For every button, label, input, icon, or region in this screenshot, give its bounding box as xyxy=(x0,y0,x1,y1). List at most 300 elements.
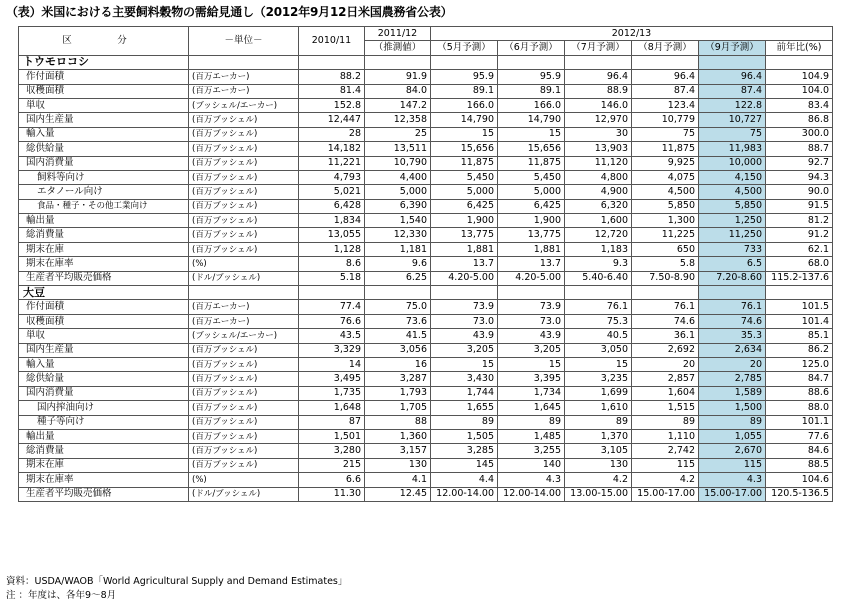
value-cell: 15,656 xyxy=(431,142,498,156)
header-yoy: 前年比(%) xyxy=(766,41,833,55)
value-cell: 1,128 xyxy=(299,242,365,256)
notes xyxy=(6,575,347,603)
value-cell: 146.0 xyxy=(565,98,632,112)
header-2012-top: 2012/13 xyxy=(431,27,833,41)
value-cell: 13.7 xyxy=(498,257,565,271)
value-cell: 1,881 xyxy=(431,242,498,256)
value-cell: 1,900 xyxy=(498,214,565,228)
value-cell: 104.6 xyxy=(766,473,833,487)
row-label-text: 食品・種子・その他工業向け xyxy=(37,201,148,212)
value-cell: 11,250 xyxy=(699,228,766,242)
header-forecast-aug: （8月予測） xyxy=(632,41,699,55)
row-label xyxy=(19,357,189,371)
section-empty-cell xyxy=(632,55,699,69)
value-cell: 1,589 xyxy=(699,386,766,400)
value-cell: 5,000 xyxy=(431,185,498,199)
section-empty-cell xyxy=(766,55,833,69)
header-forecast-jul: （7月予測） xyxy=(565,41,632,55)
table-row xyxy=(19,113,833,127)
row-label-text: 総消費量 xyxy=(26,229,65,241)
value-cell: 11,225 xyxy=(632,228,699,242)
row-label xyxy=(19,185,189,199)
section-empty-cell xyxy=(189,55,299,69)
value-cell: 7.50-8.90 xyxy=(632,271,699,285)
value-cell: 1,793 xyxy=(365,386,431,400)
value-cell: 215 xyxy=(299,458,365,472)
value-cell: 81.4 xyxy=(299,84,365,98)
row-label xyxy=(19,401,189,415)
value-cell: 3,329 xyxy=(299,343,365,357)
section-name: 大豆 xyxy=(19,286,189,300)
fiscal-year-note: 注 ：年度は、各年9～8月 xyxy=(6,590,117,601)
row-label-text: エタノール向け xyxy=(37,185,103,197)
value-cell: 91.2 xyxy=(766,228,833,242)
table-row xyxy=(19,357,833,371)
row-label-text: 期末在庫率 xyxy=(26,473,74,485)
table-row xyxy=(19,70,833,84)
value-cell: 89 xyxy=(498,415,565,429)
value-cell: 130 xyxy=(565,458,632,472)
value-cell: 11,875 xyxy=(431,156,498,170)
value-cell: 6,425 xyxy=(498,199,565,213)
value-cell: 1,300 xyxy=(632,214,699,228)
value-cell: 101.5 xyxy=(766,300,833,314)
value-cell: 28 xyxy=(299,127,365,141)
value-cell: 2,634 xyxy=(699,343,766,357)
table-row xyxy=(19,429,833,443)
row-label-text: 種子等向け xyxy=(37,416,85,428)
row-unit: (百万ブッシェル) xyxy=(189,214,299,228)
value-cell: 5.40-6.40 xyxy=(565,271,632,285)
value-cell: 4.1 xyxy=(365,473,431,487)
value-cell: 1,360 xyxy=(365,429,431,443)
table-row xyxy=(19,170,833,184)
value-cell: 1,181 xyxy=(365,242,431,256)
value-cell: 10,727 xyxy=(699,113,766,127)
value-cell: 12,720 xyxy=(565,228,632,242)
value-cell: 3,205 xyxy=(431,343,498,357)
value-cell: 5,021 xyxy=(299,185,365,199)
section-empty-cell xyxy=(565,286,632,300)
row-label-text: 生産者平均販売価格 xyxy=(26,488,112,500)
row-label xyxy=(19,113,189,127)
value-cell: 15,656 xyxy=(498,142,565,156)
value-cell: 84.7 xyxy=(766,372,833,386)
value-cell: 5,850 xyxy=(699,199,766,213)
value-cell: 68.0 xyxy=(766,257,833,271)
table-row xyxy=(19,271,833,285)
value-cell: 125.0 xyxy=(766,357,833,371)
header-2011-bottom: （推測値） xyxy=(365,41,431,55)
row-label-text: 作付面積 xyxy=(26,70,65,82)
value-cell: 75 xyxy=(632,127,699,141)
value-cell: 1,505 xyxy=(431,429,498,443)
value-cell: 74.6 xyxy=(632,314,699,328)
value-cell: 84.0 xyxy=(365,84,431,98)
value-cell: 14,182 xyxy=(299,142,365,156)
value-cell: 88.7 xyxy=(766,142,833,156)
value-cell: 4,150 xyxy=(699,170,766,184)
row-label xyxy=(19,300,189,314)
value-cell: 13,903 xyxy=(565,142,632,156)
value-cell: 1,610 xyxy=(565,401,632,415)
row-unit: (百万エーカー) xyxy=(189,300,299,314)
value-cell: 14,790 xyxy=(498,113,565,127)
row-label xyxy=(19,242,189,256)
row-label-text: 国内消費量 xyxy=(26,157,74,169)
row-label xyxy=(19,386,189,400)
header-forecast-sep: （9月予測） xyxy=(699,41,766,55)
table-row xyxy=(19,156,833,170)
value-cell: 86.2 xyxy=(766,343,833,357)
value-cell: 4,500 xyxy=(699,185,766,199)
header-2011-top: 2011/12 xyxy=(365,27,431,41)
value-cell: 1,648 xyxy=(299,401,365,415)
value-cell: 1,699 xyxy=(565,386,632,400)
table-row xyxy=(19,487,833,501)
row-unit: (百万ブッシェル) xyxy=(189,458,299,472)
value-cell: 1,734 xyxy=(498,386,565,400)
value-cell: 3,050 xyxy=(565,343,632,357)
value-cell: 1,370 xyxy=(565,429,632,443)
table-row xyxy=(19,84,833,98)
value-cell: 104.9 xyxy=(766,70,833,84)
value-cell: 88.9 xyxy=(565,84,632,98)
value-cell: 6,390 xyxy=(365,199,431,213)
value-cell: 2,670 xyxy=(699,444,766,458)
value-cell: 89 xyxy=(632,415,699,429)
value-cell: 13,055 xyxy=(299,228,365,242)
row-label xyxy=(19,314,189,328)
value-cell: 62.1 xyxy=(766,242,833,256)
row-label xyxy=(19,98,189,112)
value-cell: 88 xyxy=(365,415,431,429)
value-cell: 1,500 xyxy=(699,401,766,415)
value-cell: 1,515 xyxy=(632,401,699,415)
table-row xyxy=(19,372,833,386)
row-unit: (百万ブッシェル) xyxy=(189,429,299,443)
value-cell: 1,055 xyxy=(699,429,766,443)
value-cell: 3,056 xyxy=(365,343,431,357)
header-unit: －単位－ xyxy=(189,27,299,56)
row-unit: (百万ブッシェル) xyxy=(189,357,299,371)
value-cell: 13,775 xyxy=(431,228,498,242)
value-cell: 13,775 xyxy=(498,228,565,242)
value-cell: 1,183 xyxy=(565,242,632,256)
header-row-top xyxy=(19,27,833,41)
value-cell: 95.9 xyxy=(431,70,498,84)
row-label xyxy=(19,444,189,458)
row-label xyxy=(19,257,189,271)
row-label-text: 輸出量 xyxy=(26,430,55,442)
row-label xyxy=(19,473,189,487)
row-label xyxy=(19,127,189,141)
row-label-text: 生産者平均販売価格 xyxy=(26,272,112,284)
table-row xyxy=(19,386,833,400)
row-unit: (ドル/ブッシェル) xyxy=(189,487,299,501)
row-unit: (百万エーカー) xyxy=(189,70,299,84)
table-row xyxy=(19,257,833,271)
value-cell: 92.7 xyxy=(766,156,833,170)
value-cell: 15 xyxy=(431,127,498,141)
value-cell: 9.6 xyxy=(365,257,431,271)
value-cell: 15.00-17.00 xyxy=(632,487,699,501)
value-cell: 9,925 xyxy=(632,156,699,170)
value-cell: 5.8 xyxy=(632,257,699,271)
value-cell: 4,900 xyxy=(565,185,632,199)
value-cell: 84.6 xyxy=(766,444,833,458)
value-cell: 76.6 xyxy=(299,314,365,328)
value-cell: 88.6 xyxy=(766,386,833,400)
value-cell: 4.4 xyxy=(431,473,498,487)
row-label-text: 輸入量 xyxy=(26,358,55,370)
row-unit: (百万ブッシェル) xyxy=(189,242,299,256)
row-label-text: 期末在庫 xyxy=(26,459,65,471)
table-row xyxy=(19,343,833,357)
value-cell: 123.4 xyxy=(632,98,699,112)
value-cell: 15 xyxy=(565,357,632,371)
section-empty-cell xyxy=(766,286,833,300)
section-header-row xyxy=(19,55,833,69)
value-cell: 11,875 xyxy=(632,142,699,156)
value-cell: 11.30 xyxy=(299,487,365,501)
value-cell: 12,970 xyxy=(565,113,632,127)
value-cell: 36.1 xyxy=(632,329,699,343)
value-cell: 76.1 xyxy=(565,300,632,314)
row-label-text: 国内消費量 xyxy=(26,387,74,399)
row-unit: (百万エーカー) xyxy=(189,314,299,328)
row-unit: (百万エーカー) xyxy=(189,84,299,98)
section-empty-cell xyxy=(365,286,431,300)
value-cell: 73.0 xyxy=(498,314,565,328)
row-unit: (百万ブッシェル) xyxy=(189,343,299,357)
value-cell: 115.2-137.6 xyxy=(766,271,833,285)
value-cell: 1,735 xyxy=(299,386,365,400)
value-cell: 12.45 xyxy=(365,487,431,501)
value-cell: 12,330 xyxy=(365,228,431,242)
section-empty-cell xyxy=(431,55,498,69)
value-cell: 147.2 xyxy=(365,98,431,112)
value-cell: 115 xyxy=(699,458,766,472)
value-cell: 2,692 xyxy=(632,343,699,357)
section-empty-cell xyxy=(431,286,498,300)
row-label-text: 作付面積 xyxy=(26,301,65,313)
section-empty-cell xyxy=(299,55,365,69)
value-cell: 73.9 xyxy=(431,300,498,314)
value-cell: 81.2 xyxy=(766,214,833,228)
row-label xyxy=(19,429,189,443)
value-cell: 1,744 xyxy=(431,386,498,400)
row-label-text: 総消費量 xyxy=(26,445,65,457)
value-cell: 2,742 xyxy=(632,444,699,458)
row-label xyxy=(19,84,189,98)
value-cell: 1,250 xyxy=(699,214,766,228)
value-cell: 85.1 xyxy=(766,329,833,343)
value-cell: 120.5-136.5 xyxy=(766,487,833,501)
table-row xyxy=(19,242,833,256)
value-cell: 6,320 xyxy=(565,199,632,213)
row-label-text: 収穫面積 xyxy=(26,85,65,97)
value-cell: 5,450 xyxy=(431,170,498,184)
table-row xyxy=(19,199,833,213)
row-label-text: 期末在庫 xyxy=(26,243,65,255)
value-cell: 88.0 xyxy=(766,401,833,415)
value-cell: 14,790 xyxy=(431,113,498,127)
row-unit: (百万ブッシェル) xyxy=(189,185,299,199)
value-cell: 5.18 xyxy=(299,271,365,285)
section-empty-cell xyxy=(632,286,699,300)
row-label-text: 輸出量 xyxy=(26,214,55,226)
row-label xyxy=(19,156,189,170)
header-2010: 2010/11 xyxy=(299,27,365,56)
value-cell: 90.0 xyxy=(766,185,833,199)
table-row xyxy=(19,329,833,343)
value-cell: 1,485 xyxy=(498,429,565,443)
row-label xyxy=(19,343,189,357)
value-cell: 16 xyxy=(365,357,431,371)
value-cell: 130 xyxy=(365,458,431,472)
value-cell: 4.3 xyxy=(699,473,766,487)
header-forecast-may: （5月予測） xyxy=(431,41,498,55)
table-row xyxy=(19,127,833,141)
row-label-text: 単収 xyxy=(26,329,46,341)
section-empty-cell xyxy=(498,286,565,300)
value-cell: 4.20-5.00 xyxy=(431,271,498,285)
row-unit: (百万ブッシェル) xyxy=(189,444,299,458)
table-row xyxy=(19,314,833,328)
value-cell: 75.0 xyxy=(365,300,431,314)
value-cell: 101.4 xyxy=(766,314,833,328)
value-cell: 75.3 xyxy=(565,314,632,328)
value-cell: 3,287 xyxy=(365,372,431,386)
value-cell: 10,790 xyxy=(365,156,431,170)
row-label-text: 総供給量 xyxy=(26,373,65,385)
value-cell: 4.2 xyxy=(565,473,632,487)
value-cell: 1,110 xyxy=(632,429,699,443)
value-cell: 101.1 xyxy=(766,415,833,429)
row-label xyxy=(19,372,189,386)
supply-demand-table xyxy=(18,26,833,502)
value-cell: 5,850 xyxy=(632,199,699,213)
value-cell: 87.4 xyxy=(699,84,766,98)
value-cell: 10,000 xyxy=(699,156,766,170)
value-cell: 30 xyxy=(565,127,632,141)
section-empty-cell xyxy=(498,55,565,69)
row-unit: (百万ブッシェル) xyxy=(189,228,299,242)
value-cell: 5,450 xyxy=(498,170,565,184)
row-label xyxy=(19,458,189,472)
value-cell: 3,395 xyxy=(498,372,565,386)
value-cell: 1,900 xyxy=(431,214,498,228)
value-cell: 40.5 xyxy=(565,329,632,343)
value-cell: 4,400 xyxy=(365,170,431,184)
source-note: 資料：USDA/WAOB「World Agricultural Supply and Demand Estimates」 xyxy=(6,576,348,587)
value-cell: 733 xyxy=(699,242,766,256)
row-unit: (%) xyxy=(189,473,299,487)
row-label xyxy=(19,271,189,285)
value-cell: 3,205 xyxy=(498,343,565,357)
value-cell: 9.3 xyxy=(565,257,632,271)
value-cell: 1,655 xyxy=(431,401,498,415)
row-unit: (ブッシェル/エーカー) xyxy=(189,329,299,343)
value-cell: 2,857 xyxy=(632,372,699,386)
value-cell: 91.5 xyxy=(766,199,833,213)
value-cell: 43.9 xyxy=(431,329,498,343)
section-empty-cell xyxy=(299,286,365,300)
value-cell: 4,800 xyxy=(565,170,632,184)
row-unit: (百万ブッシェル) xyxy=(189,170,299,184)
row-label xyxy=(19,214,189,228)
value-cell: 3,157 xyxy=(365,444,431,458)
value-cell: 88.5 xyxy=(766,458,833,472)
table-row xyxy=(19,185,833,199)
value-cell: 95.9 xyxy=(498,70,565,84)
value-cell: 4,793 xyxy=(299,170,365,184)
value-cell: 89 xyxy=(431,415,498,429)
value-cell: 115 xyxy=(632,458,699,472)
row-label xyxy=(19,142,189,156)
value-cell: 20 xyxy=(632,357,699,371)
value-cell: 4.20-5.00 xyxy=(498,271,565,285)
value-cell: 94.3 xyxy=(766,170,833,184)
value-cell: 1,705 xyxy=(365,401,431,415)
value-cell: 140 xyxy=(498,458,565,472)
row-label-text: 単収 xyxy=(26,99,46,111)
value-cell: 15 xyxy=(431,357,498,371)
value-cell: 104.0 xyxy=(766,84,833,98)
value-cell: 15.00-17.00 xyxy=(699,487,766,501)
value-cell: 8.6 xyxy=(299,257,365,271)
table-row xyxy=(19,142,833,156)
value-cell: 166.0 xyxy=(498,98,565,112)
value-cell: 1,501 xyxy=(299,429,365,443)
row-label-text: 総供給量 xyxy=(26,142,65,154)
table-row xyxy=(19,415,833,429)
row-label xyxy=(19,329,189,343)
value-cell: 25 xyxy=(365,127,431,141)
value-cell: 1,604 xyxy=(632,386,699,400)
row-unit: (百万ブッシェル) xyxy=(189,142,299,156)
row-label xyxy=(19,170,189,184)
value-cell: 87.4 xyxy=(632,84,699,98)
section-empty-cell xyxy=(565,55,632,69)
value-cell: 3,495 xyxy=(299,372,365,386)
value-cell: 4.3 xyxy=(498,473,565,487)
table-title: （表）米国における主要飼料穀物の需給見通し（2012年9月12日米国農務省公表） xyxy=(6,5,453,19)
value-cell: 6.25 xyxy=(365,271,431,285)
row-label-text: 飼料等向け xyxy=(37,171,85,183)
section-empty-cell xyxy=(365,55,431,69)
value-cell: 76.1 xyxy=(699,300,766,314)
row-unit: (百万ブッシェル) xyxy=(189,156,299,170)
value-cell: 7.20-8.60 xyxy=(699,271,766,285)
value-cell: 11,120 xyxy=(565,156,632,170)
value-cell: 300.0 xyxy=(766,127,833,141)
value-cell: 10,779 xyxy=(632,113,699,127)
value-cell: 4,075 xyxy=(632,170,699,184)
value-cell: 96.4 xyxy=(699,70,766,84)
value-cell: 41.5 xyxy=(365,329,431,343)
value-cell: 89.1 xyxy=(431,84,498,98)
value-cell: 87 xyxy=(299,415,365,429)
value-cell: 4.2 xyxy=(632,473,699,487)
value-cell: 122.8 xyxy=(699,98,766,112)
value-cell: 12,358 xyxy=(365,113,431,127)
row-label xyxy=(19,199,189,213)
value-cell: 1,645 xyxy=(498,401,565,415)
row-unit: (百万ブッシェル) xyxy=(189,401,299,415)
section-name: トウモロコシ xyxy=(19,55,189,69)
